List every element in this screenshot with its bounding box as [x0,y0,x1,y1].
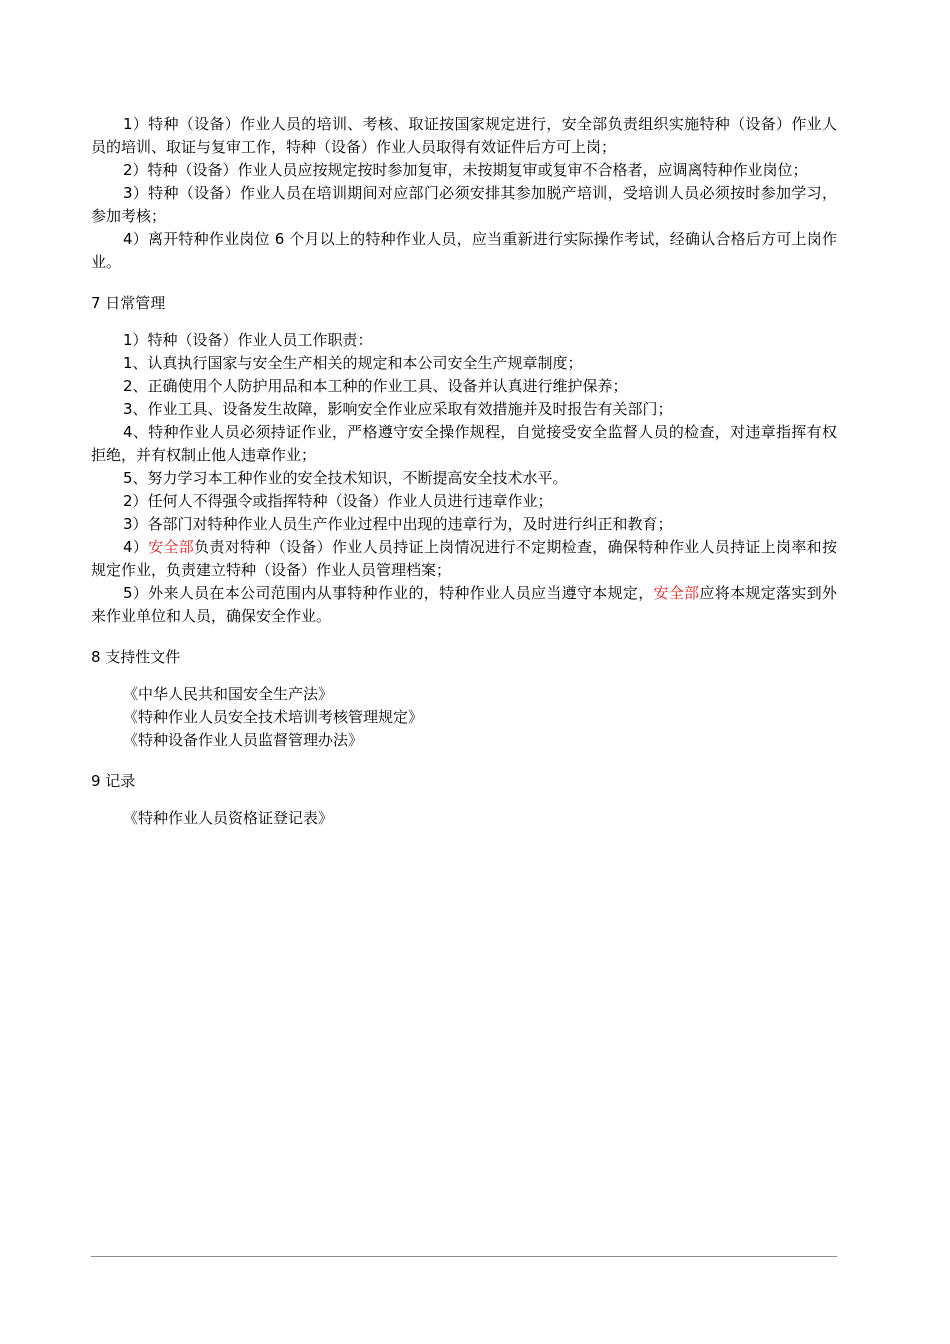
training-item-1: 1）特种（设备）作业人员的培训、考核、取证按国家规定进行，安全部负责组织实施特种（设备）作业人员的培训、取证与复审工作，特种（设备）作业人员取得有效证件后方可上岗； [91,115,837,156]
duty-item-2: 2、正确使用个人防护用品和本工种的作业工具、设备并认真进行维护保养； [123,377,628,395]
daily-item-4 [91,536,837,582]
duty-item-4: 4、特种作业人员必须持证作业，严格遵守安全操作规程，自觉接受安全监督人员的检查，对违章指挥有权拒绝，并有权制止他人违章作业； [91,423,837,464]
daily-item-3: 3）各部门对特种作业人员生产作业过程中出现的违章行为，及时进行纠正和教育； [123,515,673,533]
daily-item-2: 2）任何人不得强令或指挥特种（设备）作业人员进行违章作业； [123,492,553,510]
daily-item-4-prefix: 4） [123,538,149,556]
daily-item-5 [91,582,837,628]
document-body [91,113,837,830]
daily-item-1-title: 1）特种（设备）作业人员工作职责： [123,331,373,349]
section-9-heading: 9 记录 [91,772,136,790]
duty-item-1: 1、认真执行国家与安全生产相关的规定和本公司安全生产规章制度； [123,354,583,372]
supporting-document: 《特种设备作业人员监督管理办法》 [123,731,364,749]
section-8-heading: 8 支持性文件 [91,648,181,666]
safety-dept-highlight: 安全部 [653,584,700,602]
daily-item-5-text-a: 5）外来人员在本公司范围内从事特种作业的，特种作业人员应当遵守本规定， [123,584,654,602]
safety-dept-highlight: 安全部 [148,538,195,556]
section-7-heading: 7 日常管理 [91,294,166,312]
record-item: 《特种作业人员资格证登记表》 [123,809,334,827]
daily-item-4-text: 负责对特种（设备）作业人员持证上岗情况进行不定期检查，确保特种作业人员持证上岗率和按规定作业，负责建立特种（设备）作业人员管理档案； [91,538,837,579]
supporting-document: 《中华人民共和国安全生产法》 [123,685,334,703]
daily-management-section [91,329,837,628]
records-list [91,807,837,830]
duty-item-5: 5、努力学习本工种作业的安全技术知识，不断提高安全技术水平。 [123,469,568,487]
daily-item-5-text-b: 应将本规定落实到外来作业单位和人员，确保安全作业。 [91,584,837,625]
training-item-3: 3）特种（设备）作业人员在培训期间对应部门必须安排其参加脱产培训，受培训人员必须按时参加学习，参加考核； [91,184,837,225]
supporting-document: 《特种作业人员安全技术培训考核管理规定》 [123,708,424,726]
training-item-4: 4）离开特种作业岗位 6 个月以上的特种作业人员，应当重新进行实际操作考试，经确认合格后方可上岗作业。 [91,230,837,271]
footer-divider [91,1256,837,1257]
duty-item-3: 3、作业工具、设备发生故障，影响安全作业应采取有效措施并及时报告有关部门； [123,400,673,418]
training-section [91,113,837,274]
supporting-documents-list [91,683,837,752]
training-item-2: 2）特种（设备）作业人员应按规定按时参加复审，未按期复审或复审不合格者，应调离特种作业岗位； [123,161,808,179]
